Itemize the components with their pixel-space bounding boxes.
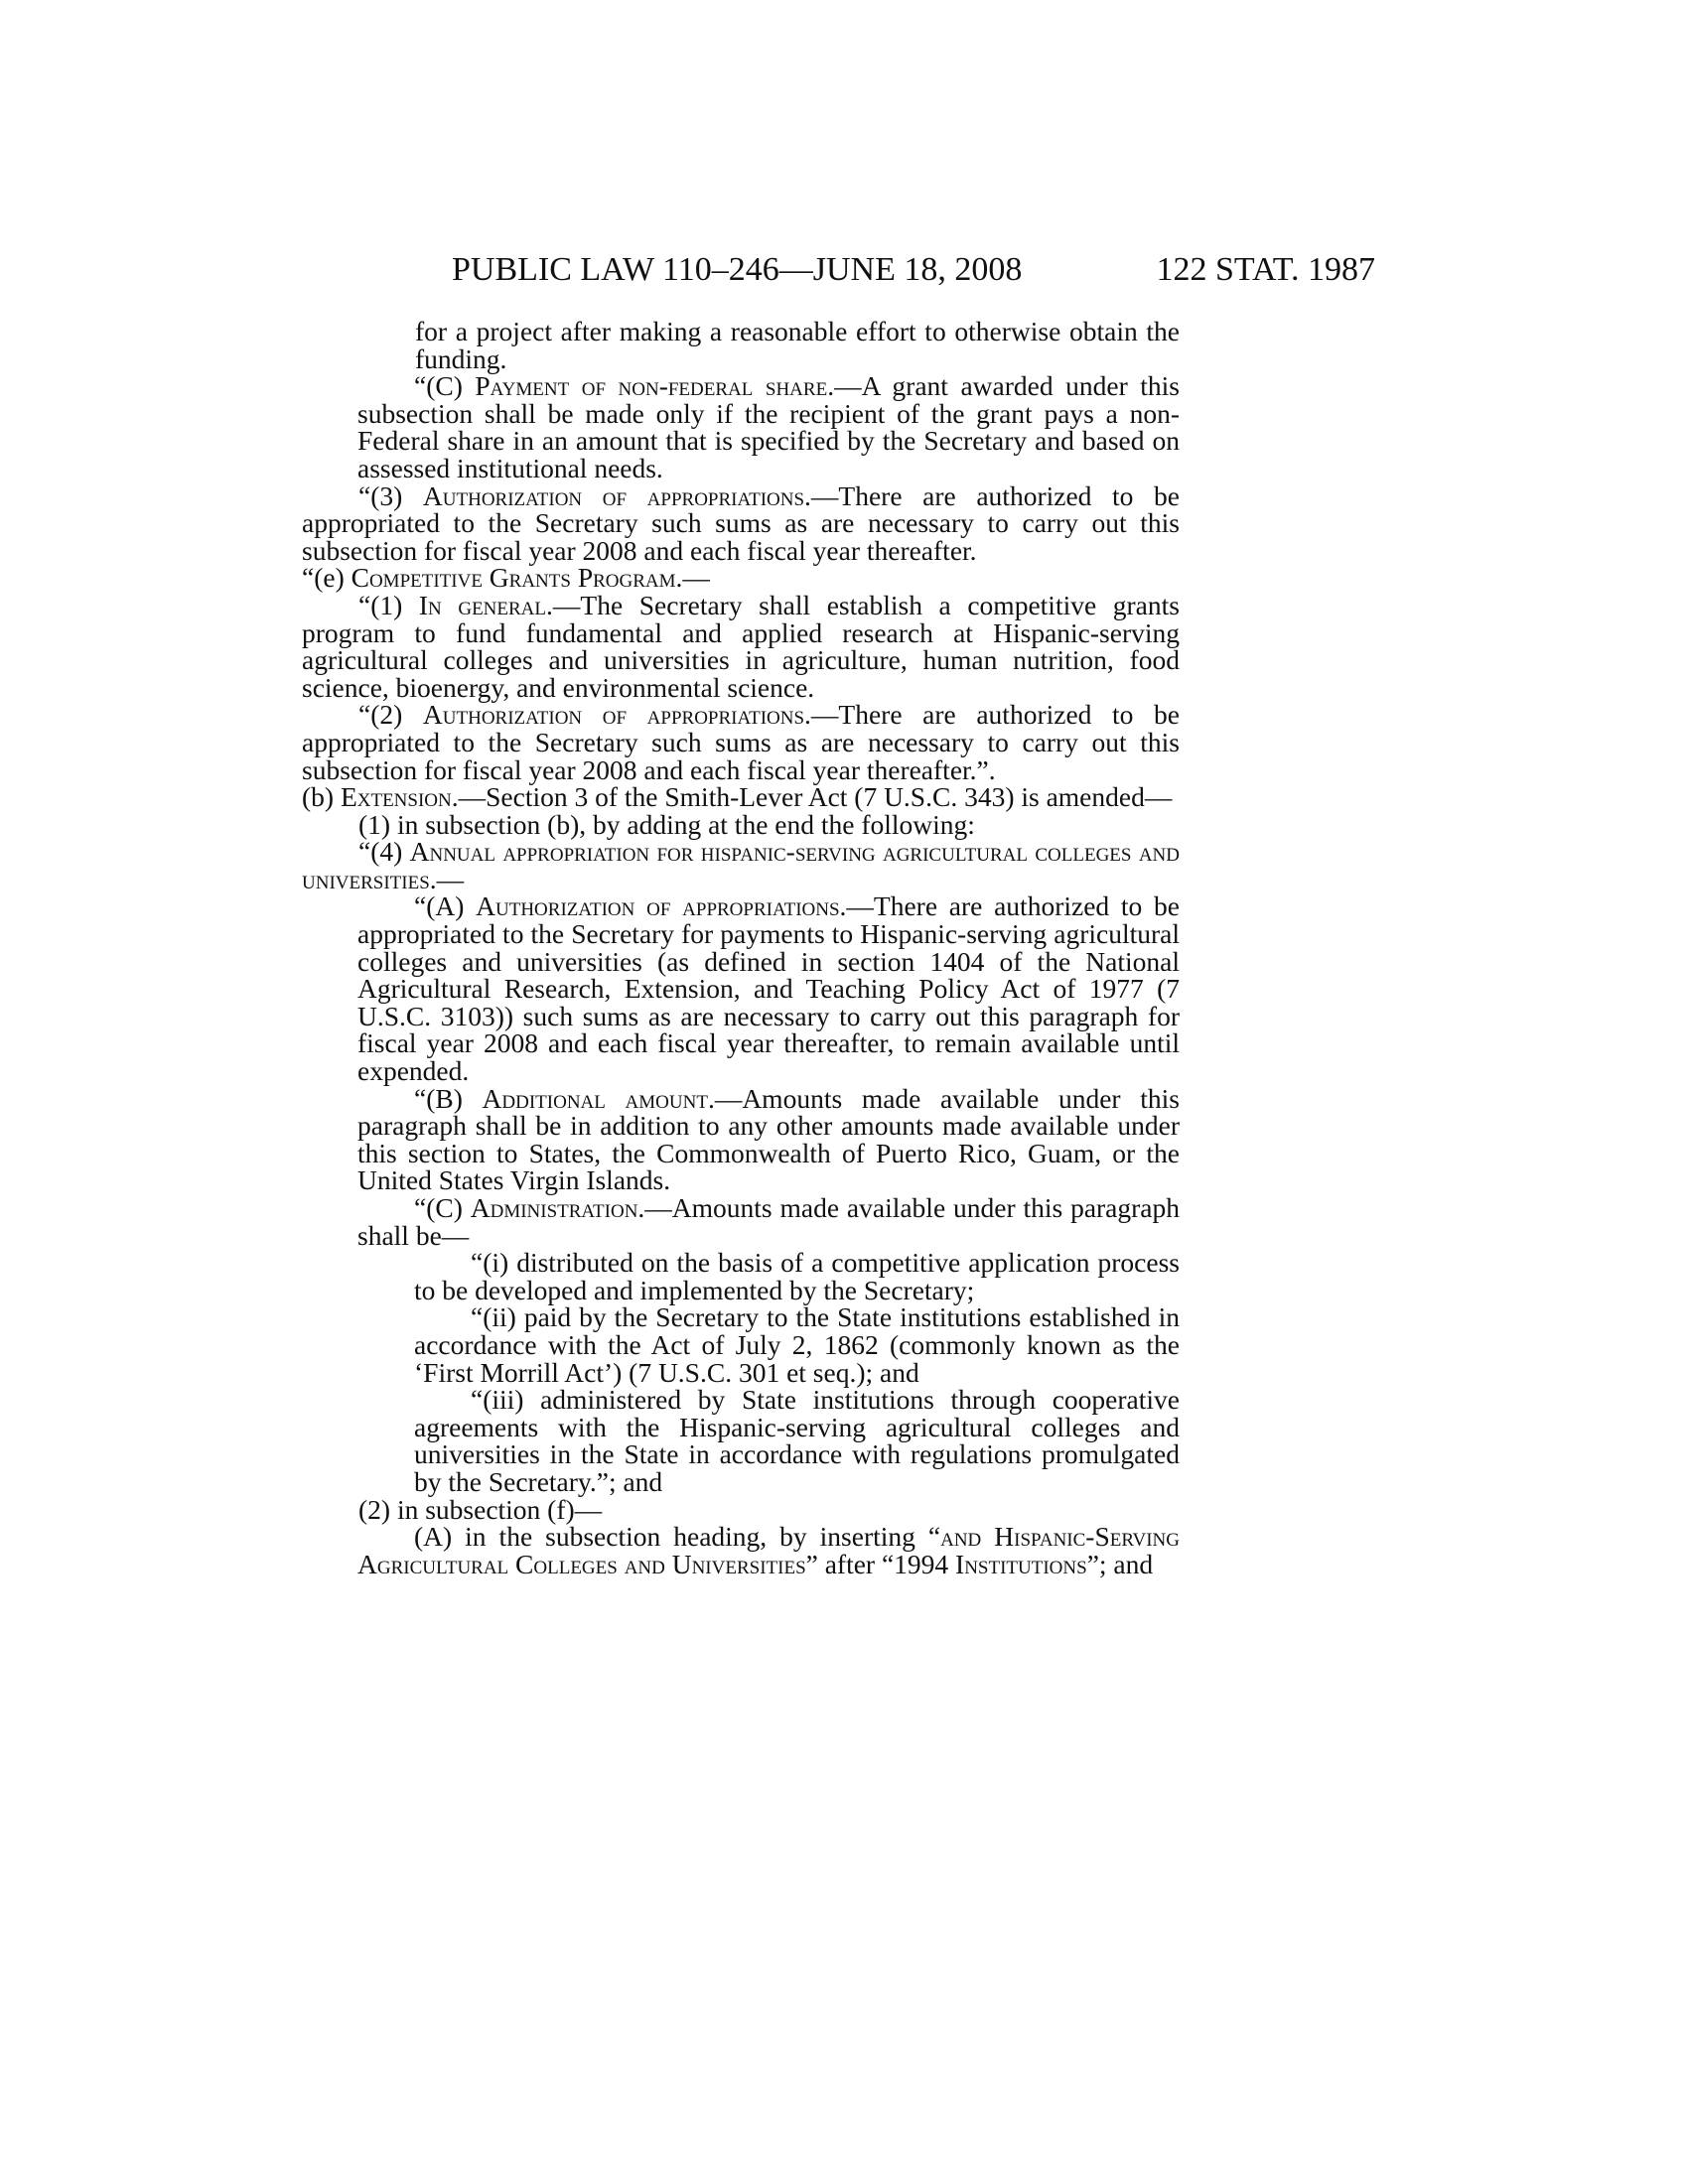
amendment-2-a: (A) in the subsection heading, by inserting “and Hispanic-Serving Agricultural Colleges and Universities” after “1994 Institutions”; and <box>357 1521 1180 1579</box>
paragraph-4-heading: “(4) Annual appropriation for hispanic-serving agricultural colleges and universities.— <box>302 836 1180 894</box>
clause-i: “(i) distributed on the basis of a competitive application process to be developed and implemented by the Secretary; <box>414 1247 1180 1305</box>
subparagraph-b-additional: “(B) Additional amount.—Amounts made available under this paragraph shall be in addition to any other amounts made available under this section to States, the Commonwealth of Puerto Rico, Guam, or the United States Virgin Islands. <box>357 1082 1180 1196</box>
subsection-b-extension: (b) Extension.—Section 3 of the Smith-Lever Act (7 U.S.C. 343) is amended— <box>302 781 1173 813</box>
running-head: PUBLIC LAW 110–246—JUNE 18, 2008 <box>452 251 1023 288</box>
clause-iii: “(iii) administered by State institutions through cooperative agreements with the Hispanic-serving agricultural colleges and universities in the State in accordance with regulations promulgated by the Secretary.”; and <box>414 1384 1180 1497</box>
paragraph-3-authorization: “(3) Authorization of appropriations.—There are authorized to be appropriated to the Secretary such sums as are necessary to carry out this subsection for fiscal year 2008 and each fiscal year thereafter. <box>302 479 1181 566</box>
amendment-1: (1) in subsection (b), by adding at the end the following: <box>358 808 975 840</box>
subparagraph-c-administration: “(C) Administration.—Amounts made available under this paragraph shall be— <box>357 1192 1180 1251</box>
amendment-2: (2) in subsection (f)— <box>358 1493 603 1525</box>
page-header <box>452 250 1375 290</box>
subparagraph-a-authorization: “(A) Authorization of appropriations.—There are authorized to be appropriated to the Secretary for payments to Hispanic-serving agricultural colleges and universities (as defined in section 1404 of the National Agricultural Research, Extension, and Teaching Policy Act of 1977 (7 U.S.C. 3103)) such sums as are necessary to carry out this paragraph for fiscal year 2008 and each fiscal year thereafter, to remain available until expended. <box>357 890 1180 1087</box>
document-body <box>302 318 1180 1577</box>
paragraph-1-in-general: “(1) In general.—The Secretary shall establish a competitive grants program to fund fundamental and applied research at Hispanic-serving agricultural colleges and universities in agriculture, human nutrition, food science, bioenergy, and environmental science. <box>302 589 1180 703</box>
subsection-e-heading: “(e) Competitive Grants Program.— <box>302 562 710 594</box>
page-citation: 122 STAT. 1987 <box>1156 251 1375 288</box>
paragraph-c-payment: “(C) Payment of non-federal share.—A grant awarded under this subsection shall be made only if the recipient of the grant pays a non-Federal share in an amount that is specified by the Secretary and based on assessed institutional needs. <box>357 370 1180 483</box>
clause-ii: “(ii) paid by the Secretary to the State institutions established in accordance with the Act of July 2, 1862 (commonly known as the ‘First Morrill Act’) (7 U.S.C. 301 et seq.); and <box>414 1301 1180 1388</box>
paragraph-continuation: for a project after making a reasonable effort to otherwise obtain the funding. <box>415 316 1180 374</box>
paragraph-2-authorization: “(2) Authorization of appropriations.—There are authorized to be appropriated to the Secretary such sums as are necessary to carry out this subsection for fiscal year 2008 and each fiscal year thereafter.”. <box>302 699 1181 785</box>
